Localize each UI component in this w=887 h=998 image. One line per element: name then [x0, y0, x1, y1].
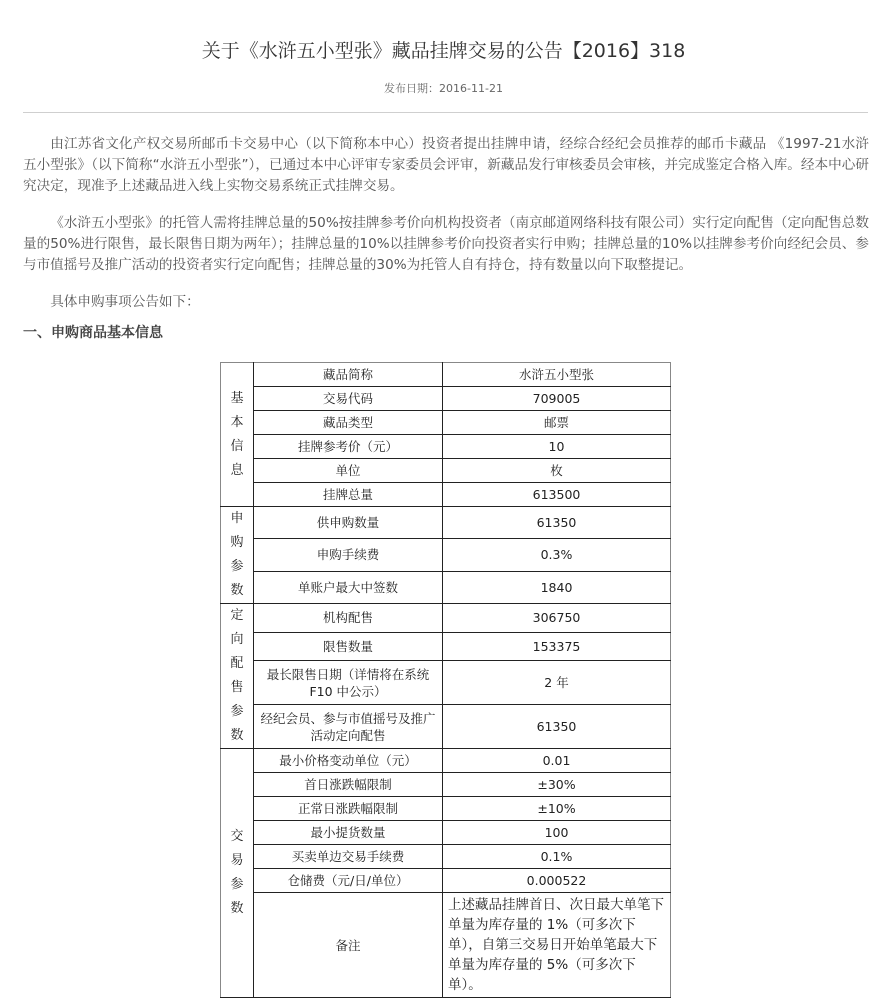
- field-name: 最长限售日期（详情将在系统F10 中公示）: [254, 661, 443, 705]
- field-name: 首日涨跌幅限制: [254, 773, 443, 797]
- table-row: [221, 571, 671, 603]
- field-name: 机构配售: [254, 604, 443, 633]
- field-name: 挂牌总量: [254, 483, 443, 507]
- field-name: 买卖单边交易手续费: [254, 845, 443, 869]
- table-row: [221, 797, 671, 821]
- group-label-directed-placement-params: 定 向 配 售 参 数: [221, 604, 254, 749]
- field-name: 藏品类型: [254, 411, 443, 435]
- field-value: 709005: [443, 387, 671, 411]
- field-value: 邮票: [443, 411, 671, 435]
- group-label-subscription-params: 申 购 参 数: [221, 507, 254, 604]
- field-value: 100: [443, 821, 671, 845]
- table-row: [221, 749, 671, 773]
- table-row: [221, 363, 671, 387]
- table-row: [221, 483, 671, 507]
- field-value: 0.000522: [443, 869, 671, 893]
- section-heading: 一、申购商品基本信息: [23, 325, 163, 341]
- field-value: 61350: [443, 507, 671, 539]
- field-name: 挂牌参考价（元）: [254, 435, 443, 459]
- field-name: 仓储费（元/日/单位）: [254, 869, 443, 893]
- group-label-basic-info: 基 本 信 息: [221, 363, 254, 507]
- table-row: [221, 845, 671, 869]
- table-row: [221, 661, 671, 705]
- table-row: [221, 705, 671, 749]
- field-name: 最小提货数量: [254, 821, 443, 845]
- field-name: 限售数量: [254, 632, 443, 661]
- field-name: 单位: [254, 459, 443, 483]
- field-value: 枚: [443, 459, 671, 483]
- table-row: [221, 893, 671, 998]
- field-value: 0.3%: [443, 539, 671, 571]
- table-row: [221, 387, 671, 411]
- announcement-title: 关于《水浒五小型张》藏品挂牌交易的公告【2016】318: [201, 40, 686, 62]
- field-value: 61350: [443, 705, 671, 749]
- table-row: [221, 411, 671, 435]
- field-value: 10: [443, 435, 671, 459]
- field-value: 153375: [443, 632, 671, 661]
- publish-date: 发布日期：2016-11-21: [384, 82, 503, 95]
- table-row: [221, 507, 671, 539]
- table-row: [221, 869, 671, 893]
- field-value: 2 年: [443, 661, 671, 705]
- field-name: 藏品简称: [254, 363, 443, 387]
- field-name: 供申购数量: [254, 507, 443, 539]
- field-value: ±30%: [443, 773, 671, 797]
- remarks-value: 上述藏品挂牌首日、次日最大单笔下单量为库存量的 1%（可多次下单），自第三交易日开始单笔最大下单量为库存量的 5%（可多次下单）。: [443, 893, 671, 998]
- field-value: 水浒五小型张: [443, 363, 671, 387]
- field-name: 申购手续费: [254, 539, 443, 571]
- group-label-trading-params: 交 易 参 数: [221, 749, 254, 998]
- details-lead-paragraph: 具体申购事项公告如下：: [50, 294, 200, 310]
- field-name: 正常日涨跌幅限制: [254, 797, 443, 821]
- field-value: ±10%: [443, 797, 671, 821]
- table-row: [221, 435, 671, 459]
- field-name: 单账户最大中签数: [254, 571, 443, 603]
- field-name: 交易代码: [254, 387, 443, 411]
- table-row: [221, 539, 671, 571]
- field-value: 306750: [443, 604, 671, 633]
- header-divider: [23, 112, 868, 113]
- field-value: 613500: [443, 483, 671, 507]
- field-name: 经纪会员、参与市值摇号及推广活动定向配售: [254, 705, 443, 749]
- table-row: [221, 773, 671, 797]
- field-value: 1840: [443, 571, 671, 603]
- table-row: [221, 632, 671, 661]
- field-name: 备注: [254, 893, 443, 998]
- field-name: 最小价格变动单位（元）: [254, 749, 443, 773]
- product-info-table: [220, 362, 671, 998]
- allocation-paragraph: 《水浒五小型张》的托管人需将挂牌总量的50%按挂牌参考价向机构投资者（南京邮道网络科技有限公司）实行定向配售（定向配售总数量的50%进行限售，最长限售日期为两年）；挂牌总量的10%以挂牌参考价向投资者实行申购；挂牌总量的10%以挂牌参考价向经纪会员、参与市值摇号及推广活动的投资者实行定向配售；挂牌总量的30%为托管人自有持仓，持有数量以向下取整提记。: [23, 215, 869, 273]
- field-value: 0.1%: [443, 845, 671, 869]
- table-row: [221, 821, 671, 845]
- field-value: 0.01: [443, 749, 671, 773]
- intro-paragraph: 由江苏省文化产权交易所邮币卡交易中心（以下简称本中心）投资者提出挂牌申请，经综合经纪会员推荐的邮币卡藏品 《1997-21水浒五小型张》（以下简称“水浒五小型张”），已通过本中心评审专家委员会评审，新藏品发行审核委员会审核，并完成鉴定合格入库。经本中心研究决定，现准予上述藏品进入线上实物交易系统正式挂牌交易。: [23, 136, 869, 194]
- table-row: [221, 604, 671, 633]
- table-row: [221, 459, 671, 483]
